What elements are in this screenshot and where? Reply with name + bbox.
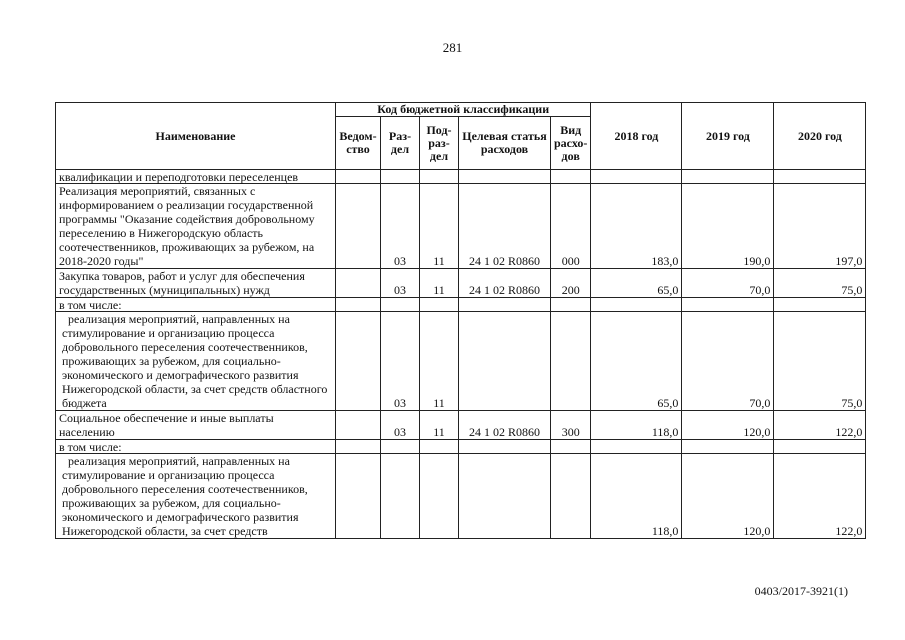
expense-type-cell — [551, 454, 591, 539]
table-row — [56, 454, 866, 539]
value-2020: 122,0 — [774, 411, 866, 440]
expense-type-cell: 200 — [551, 269, 591, 298]
value-2019: 70,0 — [682, 269, 774, 298]
header-razdel: Раз-дел — [381, 117, 420, 170]
razdel-cell: 03 — [381, 184, 420, 269]
podrazdel-cell: 11 — [420, 184, 459, 269]
podrazdel-cell: 11 — [420, 269, 459, 298]
value-2018: 118,0 — [591, 411, 682, 440]
header-expense-type: Вид расхо-дов — [551, 117, 591, 170]
target-article-cell: 24 1 02 R0860 — [459, 184, 551, 269]
header-name: Наименование — [56, 103, 336, 170]
header-vedomstvo: Ведом-ство — [336, 117, 381, 170]
row-name: Социальное обеспечение и иные выплаты населению — [56, 411, 336, 440]
value-2020: 122,0 — [774, 454, 866, 539]
expense-type-cell — [551, 312, 591, 411]
header-target-article: Целевая статья расходов — [459, 117, 551, 170]
table-row — [56, 298, 866, 312]
header-2019: 2019 год — [682, 103, 774, 170]
budget-table — [55, 102, 866, 539]
target-article-cell — [459, 312, 551, 411]
row-name: реализация мероприятий, направленных на стимулирование и организацию процесса добровольного переселения соотечественников, проживающих за рубежом, для социально-экономического и демографического развития Нижегородской области, за счет средств областного бюджета — [56, 312, 336, 411]
table-row — [56, 184, 866, 269]
value-2019: 70,0 — [682, 312, 774, 411]
value-2019: 190,0 — [682, 184, 774, 269]
table-row — [56, 170, 866, 184]
vedomstvo-cell — [336, 411, 381, 440]
row-name: Закупка товаров, работ и услуг для обеспечения государственных (муниципальных) нужд — [56, 269, 336, 298]
vedomstvo-cell — [336, 312, 381, 411]
value-2020: 75,0 — [774, 269, 866, 298]
header-podrazdel: Под-раз-дел — [420, 117, 459, 170]
header-2018: 2018 год — [591, 103, 682, 170]
value-2018: 65,0 — [591, 269, 682, 298]
table-row — [56, 312, 866, 411]
row-name: в том числе: — [56, 298, 336, 312]
target-article-cell: 24 1 02 R0860 — [459, 411, 551, 440]
podrazdel-cell — [420, 454, 459, 539]
podrazdel-cell: 11 — [420, 312, 459, 411]
page-number: 281 — [442, 40, 463, 55]
value-2018: 65,0 — [591, 312, 682, 411]
razdel-cell: 03 — [381, 269, 420, 298]
razdel-cell: 03 — [381, 312, 420, 411]
vedomstvo-cell — [336, 269, 381, 298]
row-name: Реализация мероприятий, связанных с информированием о реализации государственной программы "Оказание содействия добровольному переселению в Нижегородскую область соотечественников, проживающих за рубежом, на 2018-2020 годы" — [56, 184, 336, 269]
razdel-cell: 03 — [381, 411, 420, 440]
value-2018: 118,0 — [591, 454, 682, 539]
expense-type-cell: 000 — [551, 184, 591, 269]
vedomstvo-cell — [336, 454, 381, 539]
value-2020: 75,0 — [774, 312, 866, 411]
target-article-cell: 24 1 02 R0860 — [459, 269, 551, 298]
table-row — [56, 440, 866, 454]
header-budget-code: Код бюджетной классификации — [336, 103, 591, 117]
value-2018: 183,0 — [591, 184, 682, 269]
expense-type-cell: 300 — [551, 411, 591, 440]
vedomstvo-cell — [336, 184, 381, 269]
podrazdel-cell: 11 — [420, 411, 459, 440]
row-name: квалификации и переподготовки переселенцев — [56, 170, 336, 184]
razdel-cell — [381, 454, 420, 539]
table-row — [56, 269, 866, 298]
target-article-cell — [459, 454, 551, 539]
row-name: в том числе: — [56, 440, 336, 454]
header-2020: 2020 год — [774, 103, 866, 170]
value-2019: 120,0 — [682, 454, 774, 539]
value-2020: 197,0 — [774, 184, 866, 269]
table-row — [56, 411, 866, 440]
document-code: 0403/2017-3921(1) — [754, 584, 848, 598]
row-name: реализация мероприятий, направленных на стимулирование и организацию процесса добровольного переселения соотечественников, проживающих за рубежом, для социально-экономического и демографического развития Нижегородской области, за счет средств — [56, 454, 336, 539]
value-2019: 120,0 — [682, 411, 774, 440]
